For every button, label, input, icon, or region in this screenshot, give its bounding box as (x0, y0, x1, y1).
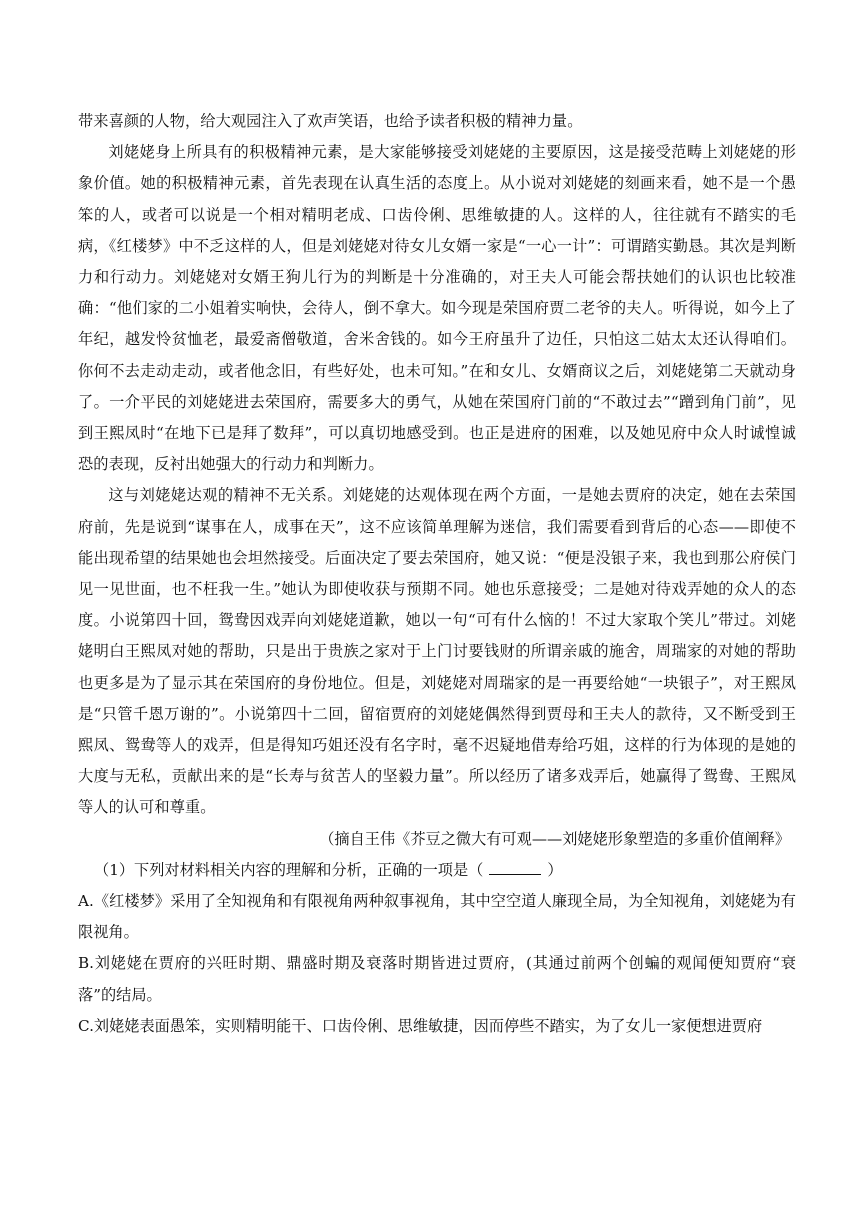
answer-blank[interactable] (489, 858, 541, 875)
question-1 (78, 855, 796, 886)
source-citation: （摘自王伟《芥豆之微大有可观——刘姥姥形象塑造的多重价值阐释》 (319, 829, 790, 848)
option-c: C.刘姥姥表面愚笨，实则精明能干、口齿伶俐、思维敏捷，因而停些不踏实，为了女儿一家便想进贾府 (78, 1016, 763, 1035)
question-prefix: （1）下列对材料相关内容的理解和分析，正确的一项是（ (94, 860, 484, 879)
paragraph-positive-spirit: 刘姥姥身上所具有的积极精神元素，是大家能够接受刘姥姥的主要原因，这是接受范畴上刘姥姥的形象价值。她的积极精神元素，首先表现在认真生活的态度上。从小说对刘姥姥的刻画来看，她不是一个愚笨的人，或者可以说是一个相对精明老成、口齿伶俐、思维敏捷的人。这样的人，往往就有不踏实的毛病，《红楼梦》中不乏这样的人，但是刘姥姥对待女儿女婿一家是“一心一计”：可谓踏实勤恳。其次是判断力和行动力。刘姥姥对女婿王狗儿行为的判断是十分准确的，对王夫人可能会帮扶她们的认识也比较准确：“他们家的二小姐着实响快，会待人，倒不拿大。如今现是荣国府贾二老爷的夫人。听得说，如今上了年纪，越发怜贫恤老，最爱斋僧敬道，舍米舍钱的。如今王府虽升了边任，只怕这二姑太太还认得咱们。你何不去走动走动，或者他念旧，有些好处，也未可知。”在和女儿、女婿商议之后，刘姥姥第二天就动身了。一介平民的刘姥姥进去荣国府，需要多大的勇气，从她在荣国府门前的“不敢过去”“蹭到角门前”，见到王熙凤时“在地下已是拜了数拜”，可以真切地感受到。也正是进府的困难，以及她见府中众人时诚惶诚恐的表现，反衬出她强大的行动力和判断力。 (78, 143, 796, 474)
paragraph-continuation: 带来喜颜的人物，给大观园注入了欢声笑语，也给予读者积极的精神力量。 (78, 112, 583, 130)
option-b: B.刘姥姥在贾府的兴旺时期、鼎盛时期及衰落时期皆进过贾府，(其通过前两个创蝙的观闻便知贾府“衰落”的结局。 (78, 954, 796, 1004)
option-a: A.《红楼梦》采用了全知视角和有限视角两种叙事视角，其中空空道人廉现全局，为全知视角，刘姥姥为有限视角。 (78, 892, 796, 942)
question-suffix: ） (547, 860, 563, 879)
paragraph-optimistic-spirit: 这与刘姥姥达观的精神不无关系。刘姥姥的达观体现在两个方面，一是她去贾府的决定，她在去荣国府前，先是说到“谋事在人，成事在天”，这不应该简单理解为迷信，我们需要看到背后的心态——即使不能出现希望的结果她也会坦然接受。后面决定了要去荣国府，她又说：“便是没银子来，我也到那公府侯门见一见世面，也不枉我一生。”她认为即使收获与预期不同。她也乐意接受；二是她对待戏弄她的众人的态度。小说第四十回，鸳鸯因戏弄向刘姥姥道歉，她以一句“可有什么恼的！不过大家取个笑儿”带过。刘姥姥明白王熙凤对她的帮助，只是出于贵族之家对于上门讨要钱财的所谓亲戚的施舍，周瑞家的对她的帮助也更多是为了显示其在荣国府的身份地位。但是，刘姥姥对周瑞家的是一再要给她“一块银子”，对王熙凤是“只管千恩万谢的”。小说第四十二回，留宿贾府的刘姥姥偶然得到贾母和王夫人的款待，又不断受到王熙凤、鸳鸯等人的戏弄，但是得知巧姐还没有名字时，毫不迟疑地借寿给巧姐，这样的行为体现的是她的大度与无私，贡献出来的是“长寿与贫苦人的坚毅力量”。所以经历了诸多戏弄后，她赢得了鸳鸯、王熙凤等人的认可和尊重。 (78, 486, 796, 817)
